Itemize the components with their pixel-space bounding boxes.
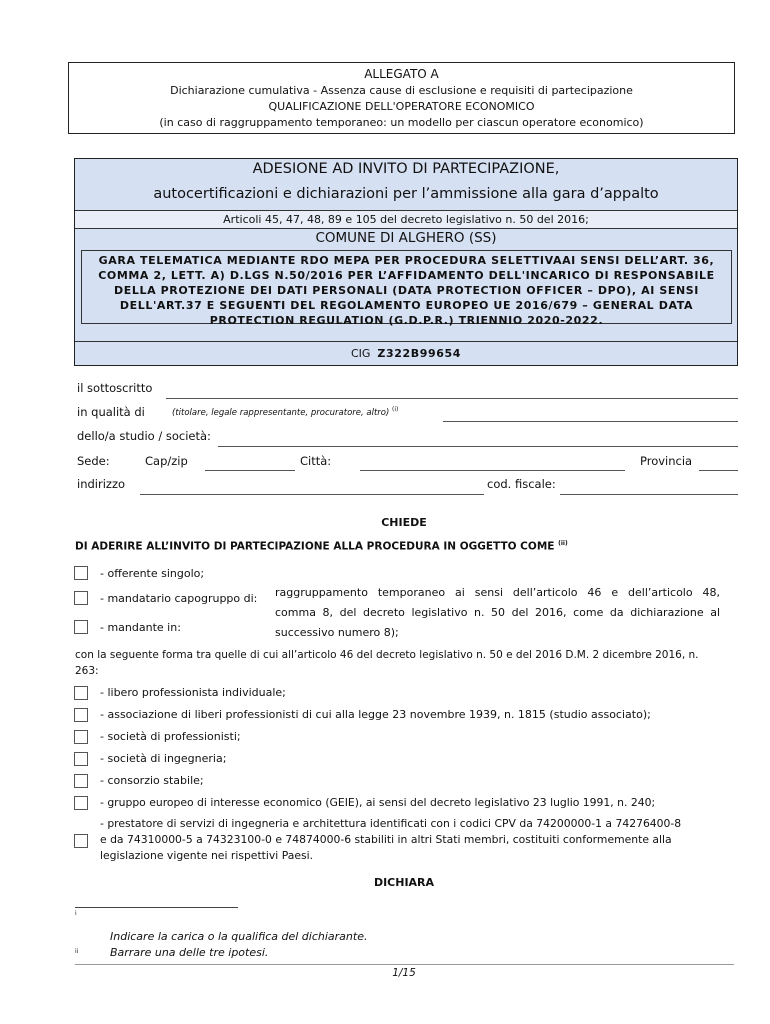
allegato-line3: (in caso di raggruppamento temporaneo: un modello per ciascun operatore economico) (159, 116, 644, 129)
mandante-label: - mandante in: (100, 621, 181, 634)
capzip-field[interactable] (205, 470, 295, 471)
studio-label: dello/a studio / società: (77, 429, 211, 443)
codfiscale-label: cod. fiscale: (487, 477, 556, 491)
cig-row (75, 347, 737, 360)
societa-professionisti-checkbox[interactable] (74, 730, 88, 744)
chiede-title: CHIEDE (381, 516, 427, 529)
forma-line1: con la seguente forma tra quelle di cui all’articolo 46 del decreto legislativo n. 50 e del 2016 D.M. 2 dicembre 2016, n. (75, 649, 699, 661)
allegato-line1: Dichiarazione cumulativa - Assenza cause di esclusione e requisiti di partecipazione (170, 84, 633, 97)
prestatore-line1: - prestatore di servizi di ingegneria e architettura identificati con i codici CPV da 74200000-1 a 74276400-8 (100, 817, 682, 830)
prestatore-line3: legislazione vigente nei rispettivi Paesi. (100, 849, 314, 862)
qualita-field[interactable] (443, 421, 738, 422)
qualita-label: in qualità di (77, 405, 145, 419)
allegato-line2: QUALIFICAZIONE DELL'OPERATORE ECONOMICO (268, 100, 535, 113)
prestatore-line2: e da 74310000-5 a 74323100-0 e 74874000-6 stabiliti in altri Stati membri, costituiti conformemente alla (100, 833, 672, 846)
dichiara-title: DICHIARA (373, 876, 435, 889)
cig-value: Z322B99654 (377, 347, 462, 360)
societa-professionisti-label: - società di professionisti; (100, 730, 241, 743)
mandatario-label: - mandatario capogruppo di: (100, 592, 258, 605)
divider (75, 341, 737, 342)
libero-professionista-checkbox[interactable] (74, 686, 88, 700)
citta-label: Città: (300, 454, 332, 468)
page-number: 1/15 (392, 967, 416, 979)
aderire-heading (75, 540, 568, 553)
footnote-i-text: Indicare la carica o la qualifica del dichiarante. (110, 930, 368, 943)
associazione-checkbox[interactable] (74, 708, 88, 722)
raggruppamento-line3: successivo numero 8); (275, 626, 399, 639)
forma-line2: 263: (75, 665, 99, 677)
associazione-label: - associazione di liberi professionisti di cui alla legge 23 novembre 1939, n. 1815 (studio associato); (100, 708, 651, 721)
qualita-hint-text: (titolare, legale rappresentante, procuratore, altro) (172, 407, 390, 418)
societa-ingegneria-checkbox[interactable] (74, 752, 88, 766)
offerente-singolo-checkbox[interactable] (74, 566, 88, 580)
societa-ingegneria-label: - società di ingegneria; (100, 752, 227, 765)
aderire-text: DI ADERIRE ALL’INVITO DI PARTECIPAZIONE ALLA PROCEDURA IN OGGETTO COME (75, 540, 555, 553)
footnote-ref-i: (i) (392, 406, 399, 413)
footnote-separator (75, 907, 238, 908)
consorzio-stabile-checkbox[interactable] (74, 774, 88, 788)
provincia-field[interactable] (699, 470, 738, 471)
footnote-marker-ii: ii (75, 948, 79, 955)
raggruppamento-line2: comma 8, del decreto legislativo n. 50 del 2016, come da dichiarazione al (275, 606, 720, 619)
libero-professionista-label: - libero professionista individuale; (100, 686, 286, 699)
allegato-title: ALLEGATO A (364, 67, 439, 81)
provincia-label: Provincia (640, 454, 693, 468)
sede-label: Sede: (77, 454, 110, 468)
allegato-header-box (68, 62, 735, 134)
mandatario-checkbox[interactable] (74, 591, 88, 605)
comune-title: COMUNE DI ALGHERO (SS) (315, 230, 497, 246)
gara-description-box (81, 250, 732, 327)
qualita-hint (172, 406, 398, 418)
divider (75, 228, 737, 229)
adesione-title2: autocertificazioni e dichiarazioni per l’ammissione alla gara d’appalto (153, 186, 659, 202)
codfiscale-field[interactable] (560, 494, 738, 495)
indirizzo-field[interactable] (140, 494, 484, 495)
consorzio-stabile-label: - consorzio stabile; (100, 774, 204, 787)
articoli-text: Articoli 45, 47, 48, 89 e 105 del decreto legislativo n. 50 del 2016; (223, 213, 589, 226)
citta-field[interactable] (360, 470, 625, 471)
cig-label: CIG (350, 347, 371, 360)
mandante-checkbox[interactable] (74, 620, 88, 634)
adesione-block (74, 158, 738, 366)
gara-description: GARA TELEMATICA MEDIANTE RDO MEPA PER PROCEDURA SELETTIVAAI SENSI DELL’ART. 36, COMMA 2, LETT. A) D.LGS N.50/2016 PER L’AFFIDAMENTO DELL'INCARICO DI RESPONSABILE DELLA PROTEZIONE DEI DATI PERSONALI (DATA PROTECTION OFFICER – DPO), AI SENSI DELL'ART.37 E SEGUENTI DEL REGOLAMENTO EUROPEO UE 2016/679 – GENERAL DATA PROTECTION REGULATION (G.D.P.R.) TRIENNIO 2020-2022. (98, 254, 715, 327)
prestatore-servizi-checkbox[interactable] (74, 834, 88, 848)
raggruppamento-line1: raggruppamento temporaneo ai sensi dell’articolo 46 e dell’articolo 48, (275, 586, 720, 599)
geie-checkbox[interactable] (74, 796, 88, 810)
geie-label: - gruppo europeo di interesse economico (GEIE), ai sensi del decreto legislativo 23 luglio 1991, n. 240; (100, 796, 656, 809)
studio-field[interactable] (218, 446, 738, 447)
indirizzo-label: indirizzo (77, 477, 126, 491)
footnote-ii-text: Barrare una delle tre ipotesi. (110, 946, 269, 959)
sottoscritto-field[interactable] (166, 398, 738, 399)
sottoscritto-label: il sottoscritto (77, 381, 153, 395)
capzip-label: Cap/zip (145, 454, 188, 468)
adesione-title1: ADESIONE AD INVITO DI PARTECIPAZIONE, (252, 161, 560, 177)
offerente-singolo-label: - offerente singolo; (100, 567, 205, 580)
footnote-marker-i: i (75, 910, 77, 917)
footer-rule (75, 964, 734, 965)
footnote-ref-ii: (ii) (558, 540, 568, 547)
